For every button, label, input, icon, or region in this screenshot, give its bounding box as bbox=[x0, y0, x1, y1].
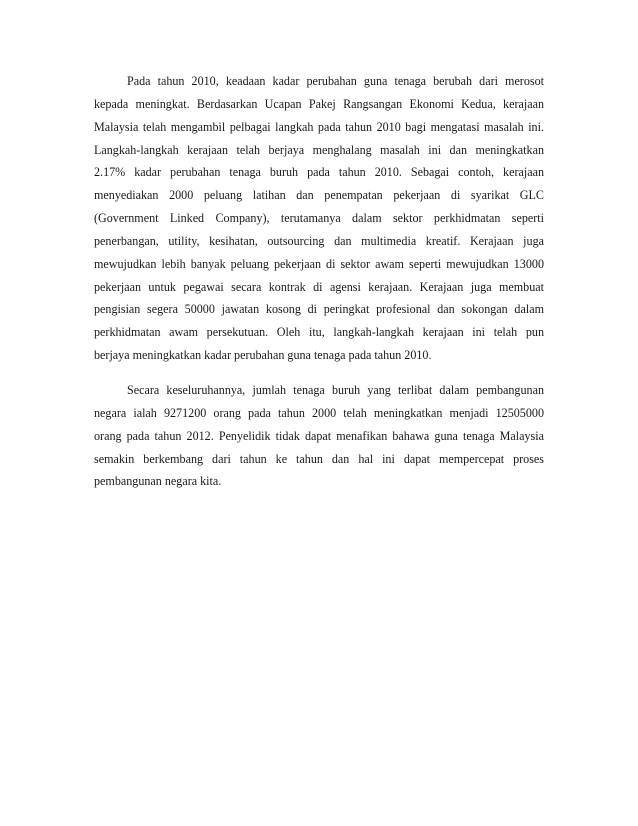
paragraph-line: pekerjaan untuk pegawai secara kontrak di agensi kerajaan. Kerajaan juga membuat bbox=[94, 279, 544, 294]
paragraph-line: kepada meningkat. Berdasarkan Ucapan Pakej Rangsangan Ekonomi Kedua, kerajaan bbox=[94, 96, 544, 111]
paragraph-line: mewujudkan lebih banyak peluang pekerjaan di sektor awam seperti mewujudkan 13000 bbox=[94, 256, 544, 271]
paragraph-line: Langkah-langkah kerajaan telah berjaya menghalang masalah ini dan meningkatkan bbox=[94, 142, 544, 157]
paragraph-line: (Government Linked Company), terutamanya dalam sektor perkhidmatan seperti bbox=[94, 211, 544, 226]
paragraph-line: pengisian segera 50000 jawatan kosong di peringkat profesional dan sokongan dalam bbox=[94, 302, 544, 317]
paragraph-line: perkhidmatan awam persekutuan. Oleh itu, langkah-langkah kerajaan ini telah pun bbox=[94, 325, 544, 340]
paragraph-1 bbox=[94, 70, 544, 367]
paragraph-line: Pada tahun 2010, keadaan kadar perubahan guna tenaga berubah dari merosot bbox=[127, 74, 544, 88]
paragraph-line: Secara keseluruhannya, jumlah tenaga buruh yang terlibat dalam pembangunan bbox=[127, 382, 544, 397]
paragraph-line: penerbangan, utility, kesihatan, outsourcing dan multimedia kreatif. Kerajaan juga bbox=[94, 233, 544, 248]
document-body bbox=[94, 70, 544, 493]
paragraph-line: orang pada tahun 2012. Penyelidik tidak dapat menafikan bahawa guna tenaga Malaysia bbox=[94, 428, 544, 443]
paragraph-line: semakin berkembang dari tahun ke tahun dan hal ini dapat mempercepat proses bbox=[94, 451, 544, 466]
paragraph-line: berjaya meningkatkan kadar perubahan guna tenaga pada tahun 2010. bbox=[94, 348, 432, 363]
paragraph-line: pembangunan negara kita. bbox=[94, 474, 222, 489]
paragraph-line: Malaysia telah mengambil pelbagai langkah pada tahun 2010 bagi mengatasi masalah ini. bbox=[94, 119, 544, 134]
paragraph-line: menyediakan 2000 peluang latihan dan penempatan pekerjaan di syarikat GLC bbox=[94, 188, 544, 203]
paragraph-line: 2.17% kadar perubahan tenaga buruh pada tahun 2010. Sebagai contoh, kerajaan bbox=[94, 165, 544, 180]
paragraph-2 bbox=[94, 379, 544, 493]
paragraph-line: negara ialah 9271200 orang pada tahun 2000 telah meningkatkan menjadi 12505000 bbox=[94, 405, 544, 420]
